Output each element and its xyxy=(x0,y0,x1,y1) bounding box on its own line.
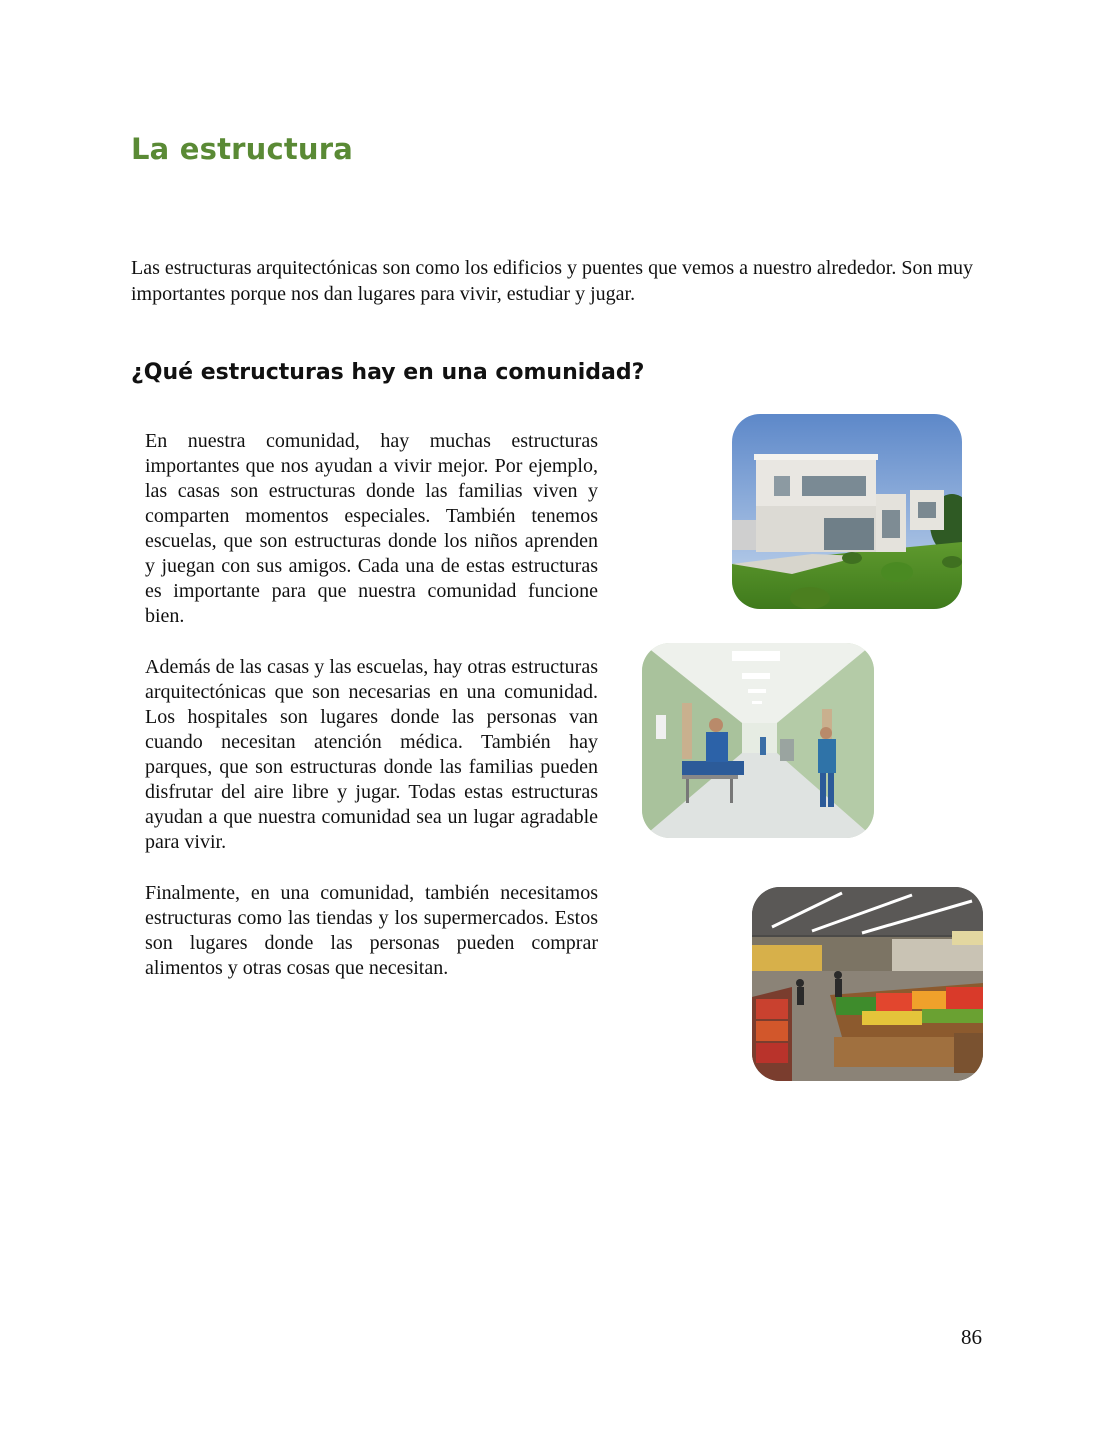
house-photo xyxy=(732,414,962,609)
section-heading: ¿Qué estructuras hay en una comunidad? xyxy=(131,360,645,385)
paragraph-hospitals-parks: Además de las casas y las escuelas, hay otras estructuras arquitectónicas que son necesarias en una comunidad. Los hospitales son lugares donde las personas van cuando necesitan atención médica. También hay parques, que son estructuras donde las familias pueden disfrutar del aire libre y jugar. Todas estas estructuras ayudan a que nuestra comunidad sea un lugar agradable para vivir. xyxy=(145,656,598,853)
hospital-photo xyxy=(642,643,874,838)
page-title: La estructura xyxy=(131,132,354,166)
paragraph-houses-schools: En nuestra comunidad, hay muchas estructuras importantes que nos ayudan a vivir mejor. Por ejemplo, las casas son estructuras donde las familias viven y comparten momentos especiales. También tenemos escuelas, que son estructuras donde los niños aprenden y juegan con sus amigos. Cada una de estas estructuras es importante para que nuestra comunidad funcione bien. xyxy=(145,430,598,627)
intro-paragraph: Las estructuras arquitectónicas son como los edificios y puentes que vemos a nuestro alrededor. Son muy importantes porque nos dan lugares para vivir, estudiar y jugar. xyxy=(131,257,974,305)
paragraph-stores-supermarkets: Finalmente, en una comunidad, también necesitamos estructuras como las tiendas y los supermercados. Estos son lugares donde las personas pueden comprar alimentos y otras cosas que necesitan. xyxy=(145,882,598,979)
supermarket-photo xyxy=(752,887,983,1081)
page-number: 86 xyxy=(961,1325,982,1349)
